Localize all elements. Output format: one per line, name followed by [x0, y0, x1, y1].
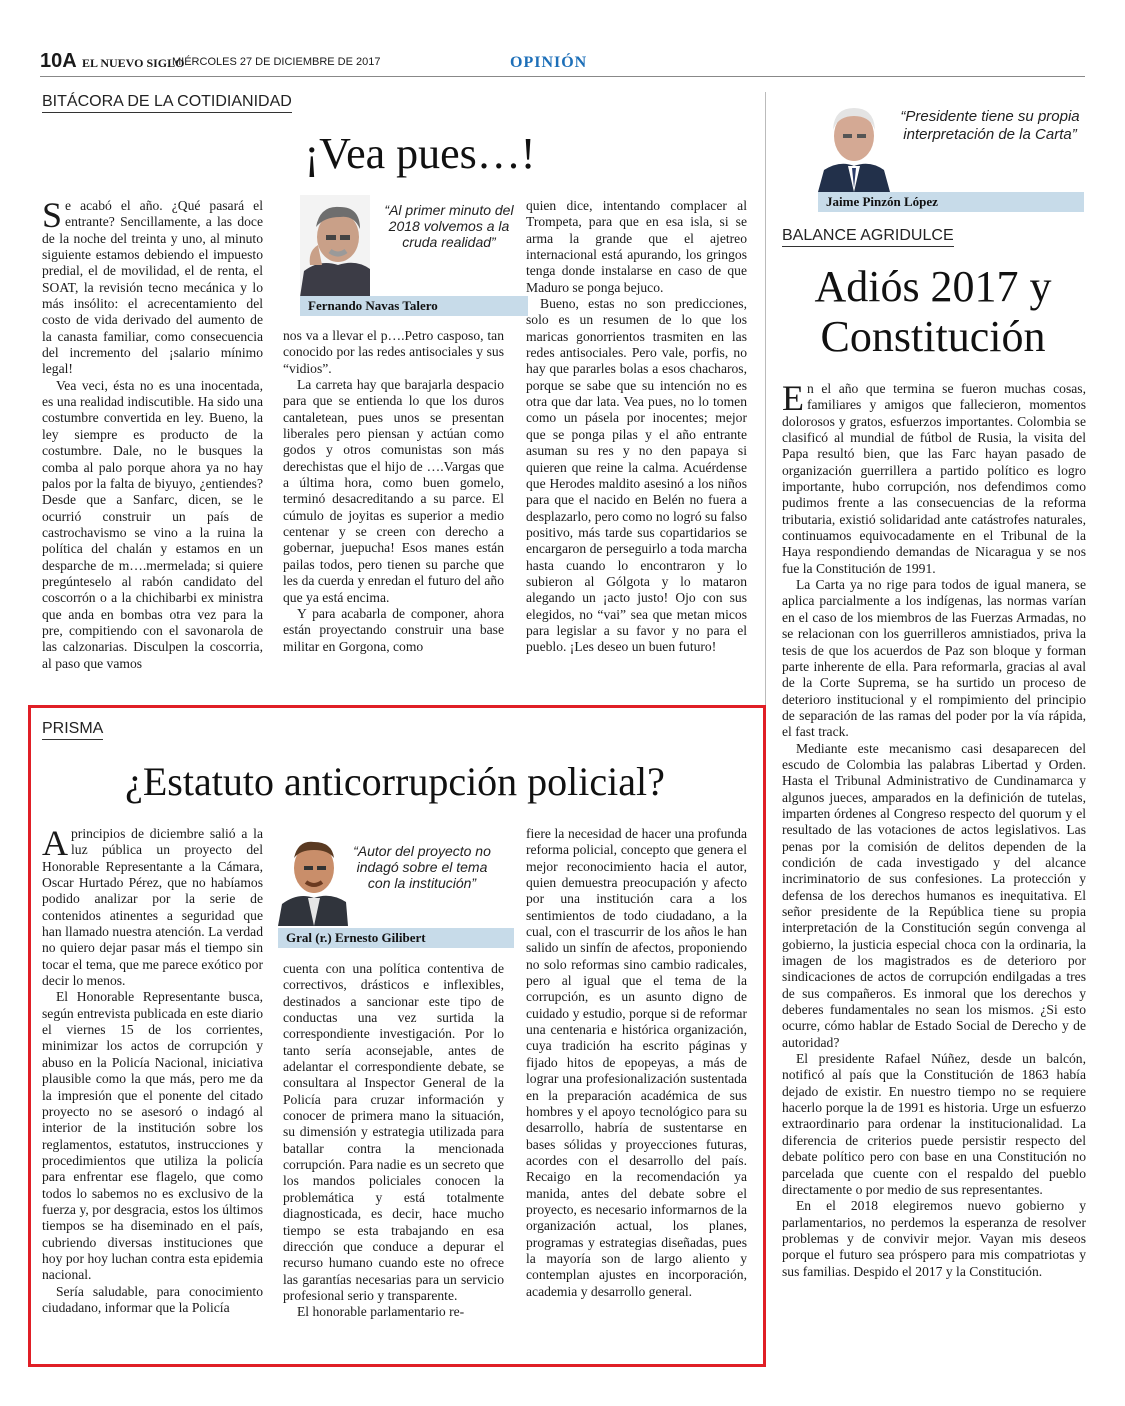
- prisma-paragraph: principios de diciembre salió a la luz pública un proyecto del Honorable Representante a la Cámara, Oscar Hurtado Pérez, que no habíamos podido analizar por la serie de contenidos atinentes a seguridad que han llamado nuestra atención. La verdad no quiero dejar pasar más el tiempo sin tocar el tema, que me parece exótico por decir lo menos.: [42, 826, 263, 989]
- bitacora-paragraph: La carreta hay que barajarla despacio para que se entienda lo que los duros cantaletean, pues unos se presentan liberales pero piensan y actúan como godos y otros comunistas son más derechistas que el hijo de ….Vargas que a última hora, como buen gomelo, terminó desacreditando a su parce. El cúmulo de joyitas es superior a medio centenar y se creen con derecho a gobernar, juepucha! Esos manes están pailas todos, pero tienen su parche que les da cuerda y enredan el futuro del año que ya está encima.: [283, 377, 504, 605]
- bitacora-paragraph: Y para acabarla de componer, ahora están proyectando construir una base militar en Gorgona, como: [283, 605, 504, 654]
- prisma-kicker: PRISMA: [42, 720, 103, 740]
- balance-paragraph: Mediante este mecanismo casi desaparecen del escudo de Colombia las palabras Libertad y Orden. Hasta el Tribunal Administrativo de Cundinamarca y algunos jueces, amparados en la definición de tutelas, imparten órdenes al Congreso respecto del quorum y el resultado de las votaciones de actos legislativos. Las penas por la comisión de delitos dependen de la condición de cada investigado y del alcance incriminatorio de sus confesiones. La protección y defensa de los derechos humanos es inequitativa. El señor presidente de la República tiene su propia interpretación de la Constitución según convenga al gobierno, la justicia especial choca con la ordinaria, la imagen de los magistrados es de deterioro por sindicaciones de actos de corrupción endilgadas a tres de sus compañeros. Es inmoral que los derechos y deberes fundamentales no sean los mismos. ¿Si esto ocurre, cómo hablar de Estado Social de Derecho y de autoridad?: [782, 740, 1086, 1050]
- balance-kicker: BALANCE AGRIDULCE: [782, 227, 954, 247]
- prisma-byline: Gral (r.) Ernesto Gilibert: [278, 928, 514, 948]
- bitacora-paragraph: Vea veci, ésta no es una inocentada, es una realidad indiscutible. Ha sido una costumbre convertida en ley. Bueno, la ley siempre es producto de la costumbre. Dale, no le busques la comba al palo porque ahora ya no hay palos por la falta de biyuyo, ¿entiendes? Desde que a Sanfarc, dicen, se le ocurrió construir un país de castrochavismo se vino a la ruina la política del chalán y estamos en un desparche de m….mermelada; si quiere pregúnteselo al rabón candidato del coscorrón o a la chichibarbi ex ministra que anda en bombas otra vez para la pre, compitiendo con el savonarola de las calzonarias. Disculpen la coscorria, al paso que vamos: [42, 377, 263, 671]
- bitacora-paragraph: quien dice, intentando complacer al Trompeta, para que en esa isla, si se arma la grande que el ajetreo internacional está apurando, los gringos tenga donde instalarse en caso de que Maduro se ponga bejuco.: [526, 198, 747, 295]
- issue-date: MIÉRCOLES 27 DE DICIEMBRE DE 2017: [172, 56, 381, 68]
- prisma-quote: “Autor del proyecto no indagó sobre el tema con la institución”: [353, 843, 491, 891]
- bitacora-dropcap: S: [42, 195, 63, 235]
- author-portrait-pinzon: [818, 96, 890, 192]
- balance-headline: [778, 262, 1088, 362]
- balance-paragraph: En el 2018 elegiremos nuevo gobierno y parlamentarios, no perdemos la esperanza de resolver problemas y de convivir mejor. Vayan mis deseos porque el futuro sea próspero para mis compatriotas y sus familias. Despido el 2017 y la Constitución.: [782, 1198, 1086, 1279]
- balance-paragraph: n el año que termina se fueron muchas cosas, familiares y amigos que fallecieron, momentos dolorosos y gratos, esfuerzos importantes. Colombia se clasificó al mundial de fútbol de Rusia, la visita del Papa resultó bien, que las Farc hayan pasado de organización guerrillera a partido político es logro importante, hubo corrupción, nos defendimos como pudimos frente a las consecuencias de la reforma tributaria, existió solidaridad ante catástrofes naturales, continuamos equivocadamente en el Tribunal de la Haya respondiendo demandas de Nicaragua y se nos fue la Constitución de 1991.: [782, 381, 1086, 576]
- balance-paragraph: La Carta ya no rige para todos de igual manera, se aplica parcialmente a los indígenas, las normas varían en el caso de los miembros de las Fuerzas Armadas, no se relacionan con los guerrilleros amnistiados, priva la tesis de que los acuerdos de Paz son bloque y forman parte inherente de ella. Para reformarla, gracias al aval de la Corte Suprema, se ha surtido un proceso de deterioro institucional y el rompimiento del principio de separación de las ramas del poder por la vía rápida, el fast track.: [782, 577, 1086, 740]
- balance-dropcap: E: [782, 378, 804, 418]
- prisma-column-1: [42, 823, 263, 1316]
- balance-paragraph: El presidente Rafael Núñez, desde un balcón, notificó al país que la Constitución de 1863 había dejado de existir. En nuestro tiempo no se requiere hacerlo porque la de 1991 es historia. Urge un esfuerzo extraordinario para ordenar la institucionalidad. La diferencia de criterios puede persistir respecto del debate político pero con base en una Constitución no parcelada que cuente con el respaldo del pueblo directamente o por medio de sus representantes.: [782, 1051, 1086, 1197]
- prisma-paragraph: El honorable parlamentario re-: [297, 1304, 465, 1320]
- masthead-rule: [40, 76, 1085, 77]
- section-name: OPINIÓN: [510, 54, 588, 71]
- bitacora-paragraph: nos va a llevar el p….Petro casposo, tan conocido por las redes antisociales y sus “vidios”.: [283, 328, 504, 376]
- prisma-headline: ¿Estatuto anticorrupción policial?: [125, 759, 665, 804]
- bitacora-byline: Fernando Navas Talero: [300, 296, 528, 316]
- bitacora-column-3: [526, 198, 747, 656]
- author-portrait-navas: [300, 195, 370, 297]
- bitacora-column-2: [283, 328, 504, 655]
- balance-quote: “Presidente tiene su propia interpretación de la Carta”: [900, 108, 1080, 143]
- prisma-paragraph: Sería saludable, para conocimiento ciudadano, informar que la Policía: [42, 1283, 263, 1315]
- bitacora-paragraph: e acabó el año. ¿Qué pasará el entrante? Sencillamente, a las doce de la noche del treinta y uno, al minuto siguiente estamos debiendo el impuesto predial, el de movilidad, el de renta, el SOAT, la revisión tecno mecánica y lo más insólito: el acrecentamiento del costo de vida derivado del aumento de la canasta familiar, como consecuencia del incremento del ¡salario mínimo legal!: [42, 198, 263, 377]
- balance-body: [782, 378, 1086, 1280]
- bitacora-paragraph: Bueno, estas no son predicciones, solo es un resumen de lo que los maricas gonorrientos trasmiten en las redes antisociales. Pero vale, porfis, no hay que pararles bolas a esos chacharos, porque se sabe que su intención no es otra que dar lata. Vea pues, no lo tomen como un pásela por inocentes; mejor que se ponga pilas y el año entrante asuman su res y no den papaya si quieren que reine la calma. Acuérdense que Herodes maldito asesinó a los niños para que el nacido en Belén no fuera a desplazarlo, pero como no logró su falso positivo, más tarde sus copartidarios se encargaron de perseguirlo a toda marcha hasta cuando lo encontraron y lo subieron al Gólgota y lo mataron alegando un ¡acto justo! Ojo con sus elegidos, no “vai” sea que metan micos para legislar a su favor y no para el pueblo. ¡Les deseo un buen futuro!: [526, 296, 747, 655]
- bitacora-column-1: [42, 195, 263, 672]
- bitacora-kicker: BITÁCORA DE LA COTIDIANIDAD: [42, 93, 292, 113]
- bitacora-quote: “Al primer minuto del 2018 volvemos a la cruda realidad”: [384, 202, 514, 250]
- prisma-column-3: [526, 826, 747, 1300]
- page-number: 10A: [40, 50, 77, 72]
- balance-headline-line2: Constitución: [820, 312, 1046, 361]
- prisma-paragraph: cuenta con una política contentiva de correctivos, drásticos e inflexibles, destinados a sancionar este tipo de conductas una vez surtida la correspondiente investigación. Por lo tanto sería aconsejable, antes de adelantar el correspondiente debate, se consultara al Inspector General de la Policía para cruzar información y conocer de primera mano la situación, su dimensión y estrategia utilizada para batallar contra la mencionada corrupción. Para nadie es un secreto que los mandos policiales conocen la problemática y está totalmente diagnosticada, es decir, hace mucho tiempo se esta trabajando en esa dirección que conduce a depurar el recurso humano cuando este no ofrece las garantías necesarias para un servicio profesional serio y transparente.: [283, 961, 504, 1303]
- author-portrait-gilibert: [278, 828, 348, 926]
- newspaper-name: EL NUEVO SIGLO: [82, 56, 185, 70]
- bitacora-headline: ¡Vea pues…!: [304, 129, 536, 178]
- prisma-paragraph: fiere la necesidad de hacer una profunda reforma policial, concepto que genera el mejor reconocimiento hacia el autor, quien demuestra preocupación y afecto por una institución cara a los sentimientos de todo ciudadano, a la cual, con el trascurrir de los años le han salido un sinfín de afectos, proponiendo no solo reformas sino cambio radicales, pero al igual que el tema de la corrupción, es un asunto digno de cuidado y estudio, porque si de reformar una centenaria e histórica organización, cuya tradición ha escrito páginas y fijado hitos de epopeyas, a más de lograr una profesionalización sustentada en la preparación académica de sus hombres y el apoyo tecnológico para su desarrollo, habría de sustentarse en bases sólidas y proyecciones futuras, acordes con el desarrollo del país. Recaigo en la recomendación ya manida, antes del debate sobre el proyecto, es necesario informarnos de la organización actual, los planes, programas y estrategias diseñadas, pues la mayoría son de largo aliento y contemplan ajustes en incorporación, academia y desarrollo general.: [526, 826, 747, 1299]
- prisma-column-2: [283, 961, 504, 1321]
- prisma-dropcap: A: [42, 823, 68, 863]
- balance-byline: Jaime Pinzón López: [818, 192, 1084, 212]
- prisma-paragraph: El Honorable Representante busca, según entrevista publicada en este diario el viernes 15 de los corrientes, minimizar los actos de corrupción y abuso en la Policía Nacional, iniciativa plausible como la que más, pero me da la impresión que el ponente del citado proyecto no se asesoró o indagó al interior de la institución sobre los reglamentos, estatutos, instrucciones y procedimientos que utiliza la policía para enfrentar ese flagelo, que como todos lo sabemos no es exclusivo de la fuerza y, por desgracia, estos los últimos tiempos se ha diseminado en el país, cubriendo diversas instituciones que hoy por hoy luchan contra esta epidemia nacional.: [42, 989, 263, 1283]
- balance-headline-line1: Adiós 2017 y: [814, 262, 1052, 311]
